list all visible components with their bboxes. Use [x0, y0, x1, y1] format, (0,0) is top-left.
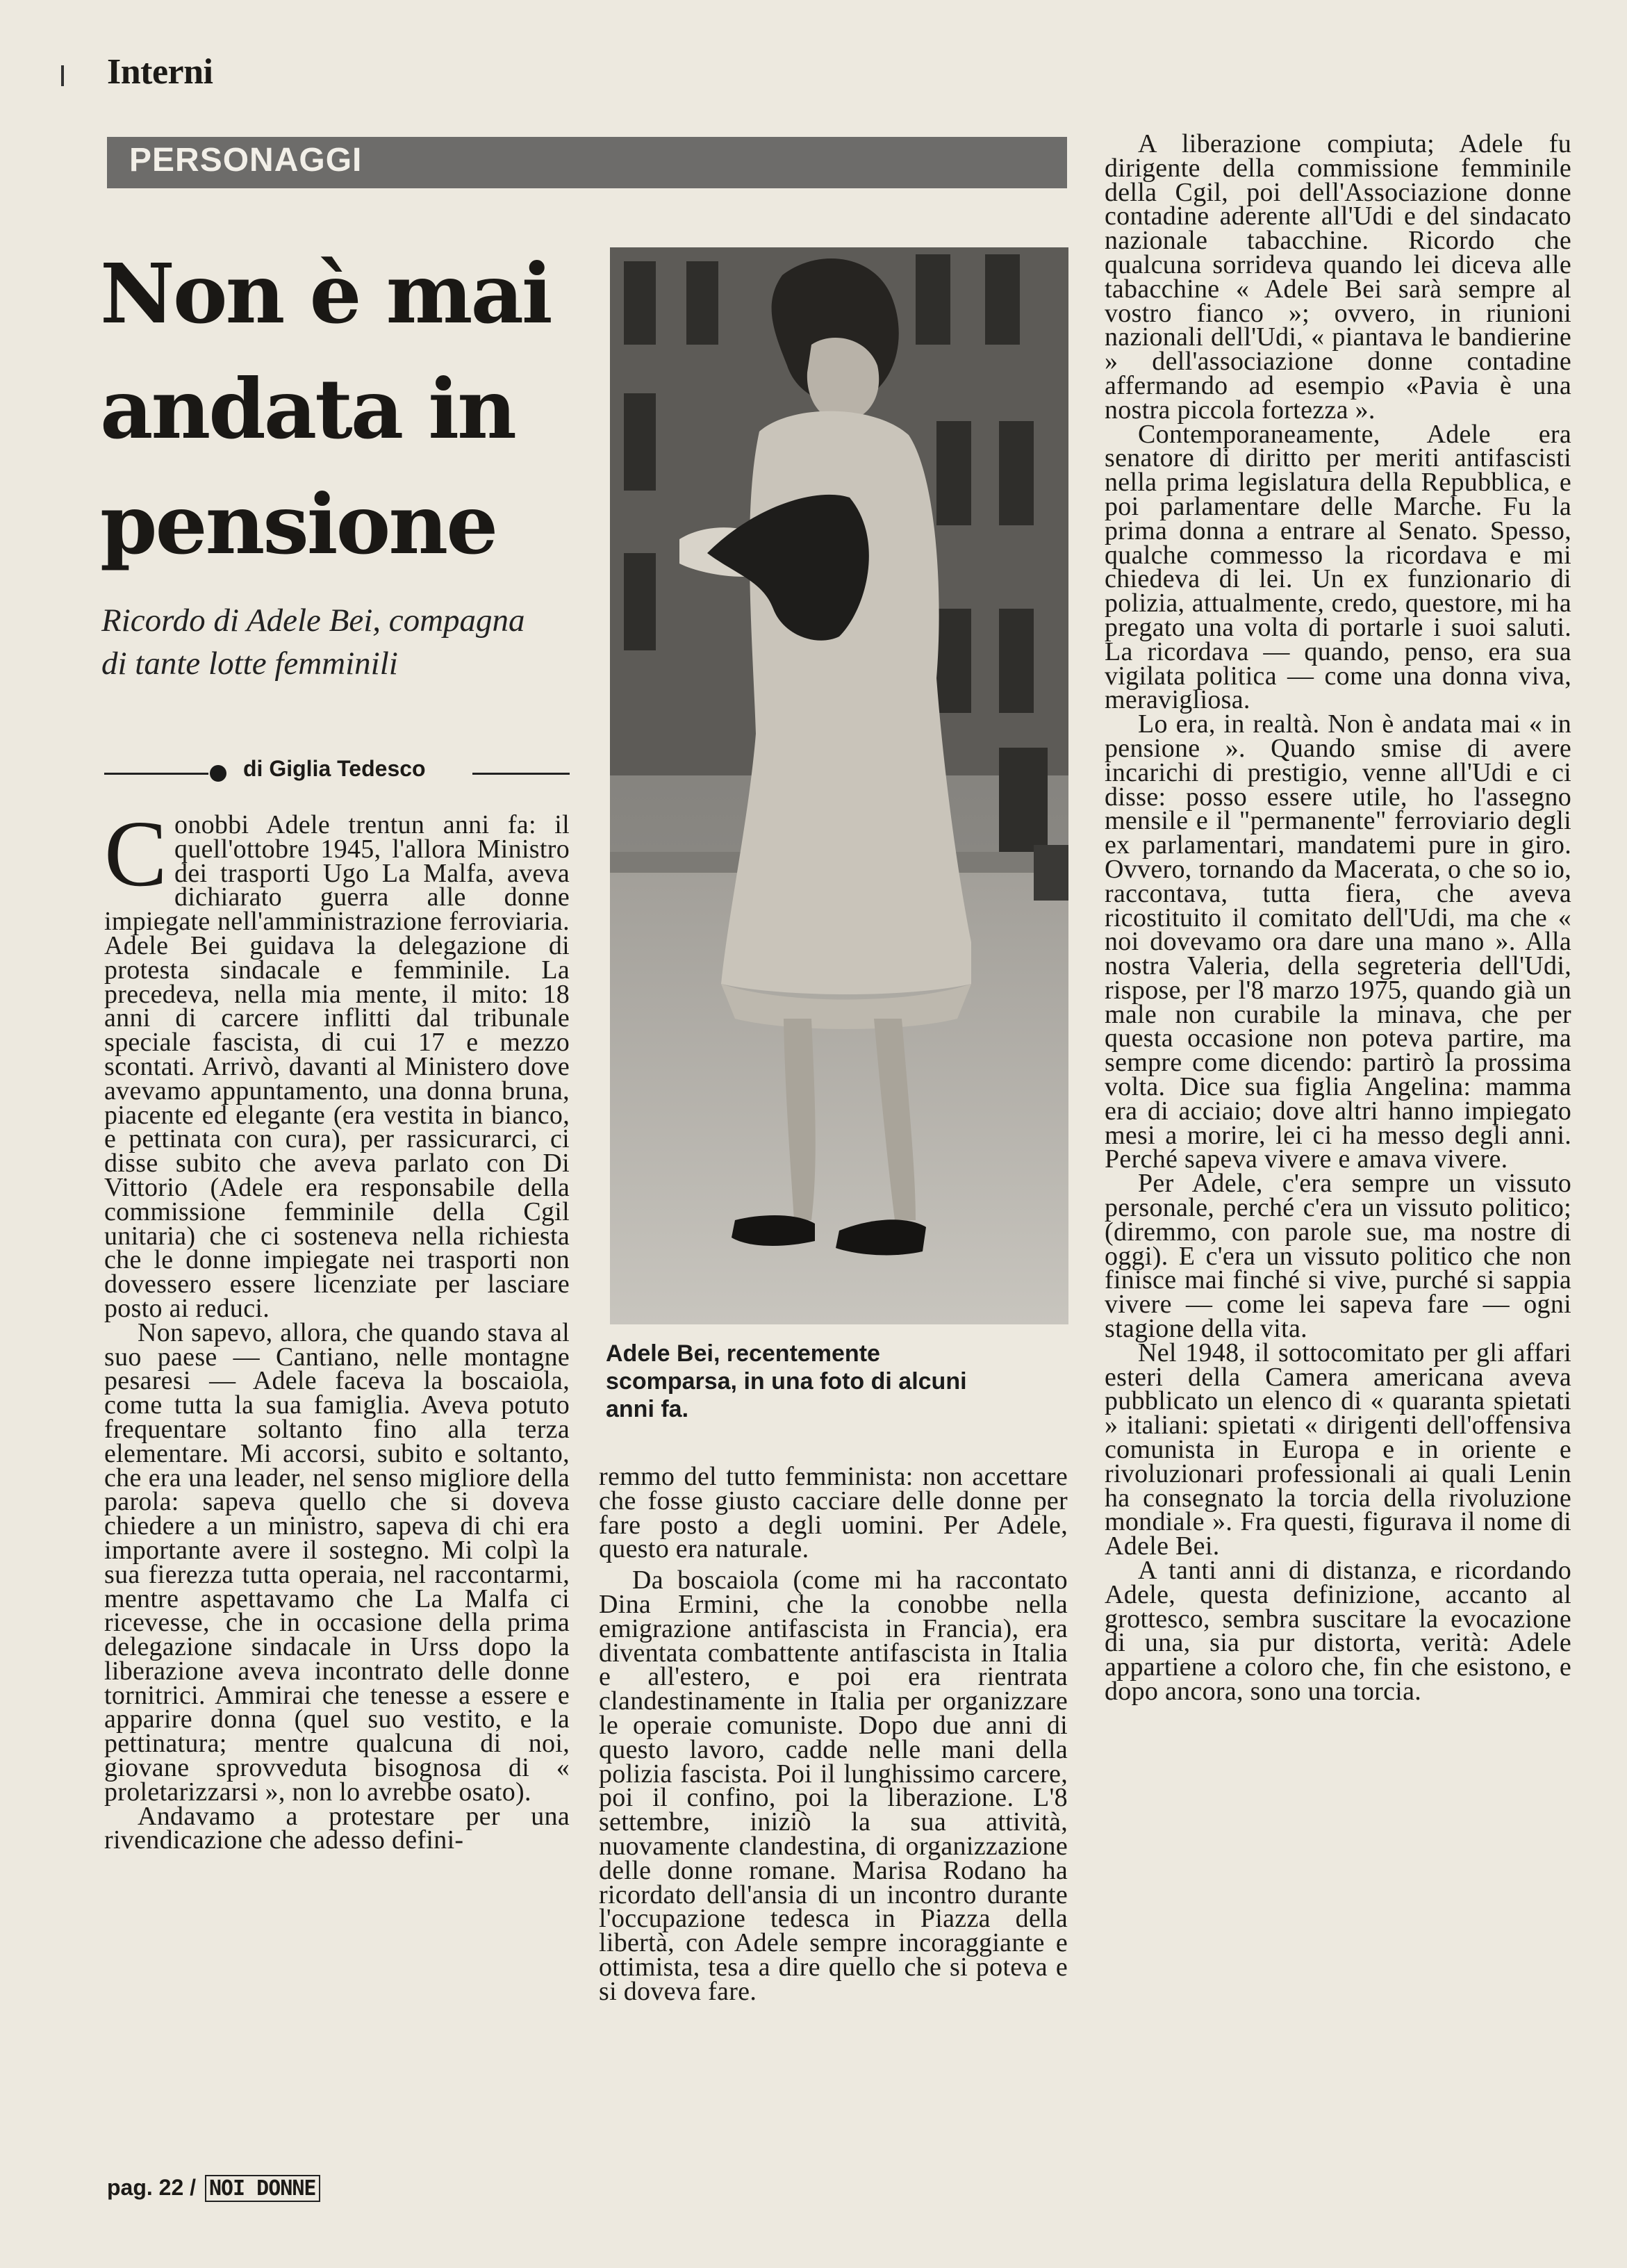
article-subtitle: Ricordo di Adele Bei, compagna di tante lotte femminili [101, 602, 525, 682]
byline-rule-left [104, 773, 208, 775]
portrait-photo [610, 247, 1068, 1324]
article-column-right [1105, 129, 1571, 2140]
section-label: Interni [107, 52, 213, 92]
rubric-label: PERSONAGGI [129, 142, 363, 179]
photo-image [610, 247, 1068, 1324]
paragraph: Nel 1948, il sottocomitato per gli affari esteri della Camera americana aveva pubblicato un elenco di « quaranta spietati » italiani: spietati « dirigenti dell'offensiva comunista in Europa e in oriente e rivoluzionari professionali ai quali Lenin ha consegnato la torcia della rivoluzione mondiale ». Fra questi, figurava il nome di Adele Bei. [1105, 1338, 1571, 1561]
paragraph: Da boscaiola (come mi ha raccontato Dina Ermini, che la conobbe nella emigrazione antifascista in Francia), era diventata combattente antifascista in Italia e all'estero, e poi era rientrata clandestinamente in Italia per organizzare le operaie comuniste. Dopo due anni di questo lavoro, cadde nelle mani della polizia fascista. Poi il lunghissimo carcere, poi il confino, poi la liberazione. L'8 settembre, iniziò la sua attività, nuovamente clandestina, di organizzazione delle donne romane. Marisa Rodano ha ricordato dell'ansia di un incontro durante l'occupazione tedesca in Piazza della libertà, con Adele sempre incoraggiante e ottimista, tesa a dire quello che si poteva e si doveva fare. [599, 1566, 1068, 2006]
paragraph-intro [104, 802, 570, 1323]
page-footer [107, 2175, 320, 2205]
page-edge-mark [61, 65, 64, 86]
byline-author: di Giglia Tedesco [243, 756, 426, 781]
paragraph: Lo era, in realtà. Non è andata mai « in pensione ». Quando smise di avere incarichi di prestigio, venne all'Udi e ci disse: posso essere utile, ho l'assegno mensile e il "permanente" ferroviario degli ex parlamentari, mandatemi pure in giro. Ovvero, tornando da Macerata, o che so io, raccontava, tutta fiera, che aveva ricostituito il comitato dell'Udi, ma che « noi dovevamo ora dare una mano ». Alla nostra Valeria, della segreteria dell'Udi, rispose, per l'8 marzo 1975, quando già un male non curabile la minava, che per questa occasione non poteva partire, ma sempre come dicendo: partirò la prossima volta. Dice sua figlia Angelina: mamma era di acciaio; dove altri hanno impiegato mesi a morire, lei ci ha messo degli anni. Perché sapeva vivere e amava vivere. [1105, 709, 1571, 1174]
paragraph: remmo del tutto femminista: non accettare che fosse giusto cacciare delle donne per fare posto a degli uomini. Per Adele, questo era naturale. [599, 1462, 1068, 1564]
article-headline: Non è mai andata in pensione [100, 245, 551, 573]
paragraph-intro-text: onobbi Adele trentun anni fa: il quell'ottobre 1945, l'allora Ministro dei trasporti Ugo La Malfa, aveva dichiarato guerra alle donne impiegate nell'amministrazione ferroviaria. Adele Bei guidava la delegazione di protesta sindacale e femminile. La precedeva, nella mia mente, il mito: 18 anni di carcere inflitti dal tribunale speciale fascista, di cui 17 e mezzo scontati. Arrivò, davanti al Ministero dove avevamo appuntamento, una donna bruna, piacente ed elegante (era vestita in bianco, e pettinata con cura), per rassicurarci, ci disse subito che aveva parlato con Di Vittorio (Adele era responsabile della commissione femminile della Cgil unitaria) che ci sosteneva nella richiesta che le donne impiegate nei trasporti non dovessero essere licenziate per lasciare posto ai reduci. [104, 810, 570, 1323]
article-column-left [104, 802, 570, 2123]
byline-bullet-icon [210, 765, 226, 782]
dropcap-letter: C [104, 802, 168, 906]
rubric-bar [107, 137, 1067, 188]
paragraph: Andavamo a protestare per una rivendicazione che adesso defini- [104, 1801, 570, 1855]
byline [104, 756, 570, 789]
paragraph: A liberazione compiuta; Adele fu dirigente della commissione femminile della Cgil, poi dell'Associazione donne contadine aderente all'Udi e del sindacato nazionale tabacchine. Ricordo che qualcuna sorrideva quando lei diceva alle tabacchine « Adele Bei sarà sempre al vostro fianco »; ovvero, in riunioni nazionali dell'Udi, « piantava le bandierine » dell'associazione donne contadine affermando ad esempio «Pavia è una nostra piccola fortezza ». [1105, 129, 1571, 425]
photo-caption: Adele Bei, recentemente scomparsa, in una foto di alcuni anni fa. [606, 1340, 967, 1422]
byline-rule-right [472, 773, 570, 775]
paragraph: Non sapevo, allora, che quando stava al suo paese — Cantiano, nelle montagne pesaresi — Adele faceva la boscaiola, come tutta la sua famiglia. Aveva potuto frequentare soltanto fino alla terza elementare. Mi accorsi, subito e soltanto, che era una leader, nel senso migliore della parola: sapeva quello che si doveva chiedere a un ministro, sapeva di chi era importante avere il sostegno. Mi colpì la sua fierezza tutta operaia, nel raccontarmi, mentre aspettavamo che La Malfa ci ricevesse, che in occasione della prima delegazione sindacale in Urss dopo la liberazione aveva incontrato delle donne tornitrici. Ammirai che tenesse a essere e apparire donna (quel suo vestito, e la pettinatura; mentre qualcuna di noi, giovane sprovveduta bisognosa di « proletarizzarsi », non lo avrebbe osato). [104, 1317, 570, 1807]
paragraph: A tanti anni di distanza, e ricordando Adele, questa definizione, accanto al grottesco, sembra suscitare la evocazione di una, sia pur distorta, verità: Adele appartiene a coloro che, fin che esistono, e dopo ancora, sono una torcia. [1105, 1556, 1571, 1706]
article-column-middle [599, 1462, 1068, 2125]
magazine-logo: NOI DONNE [205, 2175, 320, 2202]
paragraph: Per Adele, c'era sempre un vissuto personale, perché c'era un vissuto politico; (diremmo, con parole sue, ma nostre di oggi). E c'era un vissuto politico che non finisce mai finché si vive, purché si sappia vivere — come lei sapeva fare — ogni stagione della vita. [1105, 1169, 1571, 1344]
paragraph: Contemporaneamente, Adele era senatore di diritto per meriti antifascisti nella prima legislatura della Repubblica, e poi parlamentare delle Marche. Fu la prima donna a entrare al Senato. Spesso, qualche commesso la ricordava e mi chiedeva di lei. Un ex funzionario di polizia, attualmente, credo, questore, mi ha pregato una volta di portarle i suoi saluti. La ricordava — quando, penso, era sua vigilata politica — come una donna viva, meravigliosa. [1105, 419, 1571, 715]
page-number: pag. 22 / [107, 2175, 197, 2200]
